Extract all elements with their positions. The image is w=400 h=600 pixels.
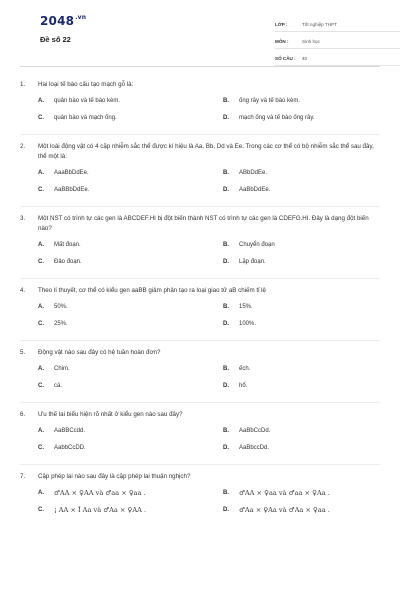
exam-header [20,0,380,62]
header-divider [20,66,380,67]
question-divider [20,340,380,341]
option-letter: A. [38,98,44,104]
option-letter: B. [223,428,229,434]
option-b[interactable] [223,426,398,438]
option-text: AaBbccDd. [239,445,270,451]
question-number: 4. [20,287,26,294]
option-text: Đảo đoạn. [54,259,82,265]
option-text: AaBbCcDd. [239,428,271,434]
option-letter: C. [38,115,44,121]
option-text: quản bào và mạch ống. [54,115,117,121]
option-text: ống rây và tế bào kèm. [239,98,301,104]
option-text: AaaBbDdEe. [54,170,89,176]
brand-suffix: .vn [75,14,87,21]
option-text: AabbCcDD. [54,445,86,451]
option-text: ♂AA × ♀aa và ♂aa × ♀Aa . [239,489,330,497]
option-d[interactable] [223,381,398,393]
exam-title: Đề số 22 [40,35,71,44]
option-c[interactable] [38,381,223,393]
option-d[interactable] [223,185,398,197]
question-text: Động vật nào sau đây có hệ tuần hoàn đơn? [38,349,161,356]
option-letter: B. [223,366,229,372]
option-d[interactable] [223,113,398,125]
option-text: Lặp đoạn. [239,259,266,265]
option-text: 25%. [54,321,68,327]
question-text: Một loài động vật có 4 cặp nhiễm sắc thể được kí hiệu là Aa, Bb, Dd và Ee. Trong các cơ thể có bộ nhiễm sắc thể sau đây, thể một là: [38,143,374,160]
meta-row-count [275,51,400,66]
question-6 [20,410,380,460]
question-text: Một NST có trình tự các gen là ABCDEF.HI bị đột biến thành NST có trình tự các gen là CDEFG.HI. Đây là dạng đột biến nào? [38,215,369,232]
question-text: Cặp phép lai nào sau đây là cặp phép lai thuận nghịch? [38,473,191,480]
exam-meta [275,17,400,68]
option-letter: C. [38,445,44,451]
option-text: Chim. [54,366,70,372]
option-a[interactable] [38,426,223,438]
question-text: Hai loại tế bào cấu tạo mạch gỗ là: [38,81,134,88]
meta-label: MÔN : [275,38,289,44]
option-letter: C. [38,321,44,327]
question-2 [20,142,380,202]
question-1 [20,80,380,130]
option-text: hổ. [239,383,248,389]
option-text: 50%. [54,304,68,310]
question-divider [20,206,380,207]
option-letter: B. [223,304,229,310]
option-text: AaBBbDdEe. [54,187,90,193]
question-text: Ưu thế lai biểu hiện rõ nhất ở kiểu gen nào sau đây? [38,411,183,418]
option-b[interactable] [223,240,398,252]
option-letter: D. [223,187,229,193]
option-letter: B. [223,490,229,496]
meta-value: 40 [302,55,308,61]
meta-row-class [275,17,400,32]
option-c[interactable] [38,443,223,455]
option-letter: A. [38,428,44,434]
option-text: Mất đoạn. [54,242,81,248]
question-5 [20,348,380,398]
brand-logo[interactable] [40,14,86,28]
option-letter: B. [223,242,229,248]
option-text: ếch. [239,366,251,372]
option-text: ♂Aa × ♀Aa và ♂Aa × ♀aa . [239,506,330,514]
question-7 [20,472,380,522]
question-number: 3. [20,215,26,222]
option-a[interactable] [38,302,223,314]
meta-row-subject [275,34,400,49]
option-text: ¡ AA × Î Aa và ♂Aa × ♀AA . [54,506,147,514]
option-letter: C. [38,383,44,389]
option-letter: D. [223,383,229,389]
meta-value: Tốt nghiệp THPT [302,21,337,27]
question-text: Theo lí thuyết, cơ thể có kiểu gen aaBB giảm phân tạo ra loại giao tử aB chiếm tỉ lệ [38,287,266,294]
question-3 [20,214,380,274]
option-letter: D. [223,507,229,513]
option-b[interactable] [223,96,398,108]
option-letter: D. [223,115,229,121]
option-text: 100%. [239,321,257,327]
option-c[interactable] [38,505,223,517]
option-letter: B. [223,170,229,176]
option-letter: C. [38,187,44,193]
option-text: ABbDdEe. [239,170,268,176]
option-b[interactable] [223,364,398,376]
question-number: 6. [20,411,26,418]
option-text: Chuyển đoạn [239,242,275,248]
option-a[interactable] [38,240,223,252]
option-d[interactable] [223,443,398,455]
option-letter: A. [38,366,44,372]
option-letter: D. [223,259,229,265]
question-4 [20,286,380,336]
option-text: quản bào và tế bào kèm. [54,98,121,104]
option-text: ♂AA × ♀AA và ♂aa × ♀aa . [54,489,146,497]
question-divider [20,464,380,465]
meta-value: Sinh học [302,38,320,44]
question-divider [20,134,380,135]
meta-label: SỐ CÂU : [275,55,296,61]
option-letter: D. [223,321,229,327]
option-b[interactable] [223,168,398,180]
option-a[interactable] [38,488,223,500]
option-letter: A. [38,490,44,496]
question-number: 7. [20,473,26,480]
option-text: 15%. [239,304,253,310]
option-d[interactable] [223,319,398,331]
option-d[interactable] [223,257,398,269]
option-letter: C. [38,259,44,265]
option-letter: A. [38,304,44,310]
question-divider [20,278,380,279]
option-a[interactable] [38,168,223,180]
option-c[interactable] [38,257,223,269]
option-b[interactable] [223,302,398,314]
option-letter: A. [38,170,44,176]
option-a[interactable] [38,96,223,108]
option-c[interactable] [38,113,223,125]
option-letter: A. [38,242,44,248]
option-d[interactable] [223,505,398,517]
question-number: 2. [20,143,26,150]
option-text: AaBbDdEe. [239,187,271,193]
question-number: 1. [20,81,26,88]
question-number: 5. [20,349,26,356]
question-divider [20,402,380,403]
option-c[interactable] [38,185,223,197]
option-c[interactable] [38,319,223,331]
question-list [20,80,380,522]
option-letter: C. [38,507,44,513]
option-letter: D. [223,445,229,451]
option-text: mạch ống và tế bào ống rây. [239,115,315,121]
option-b[interactable] [223,488,398,500]
option-letter: B. [223,98,229,104]
option-a[interactable] [38,364,223,376]
meta-label: LỚP : [275,21,288,27]
option-text: cá. [54,383,63,389]
brand-name: 2048 [40,14,75,28]
option-text: AaBBCcdd. [54,428,86,434]
